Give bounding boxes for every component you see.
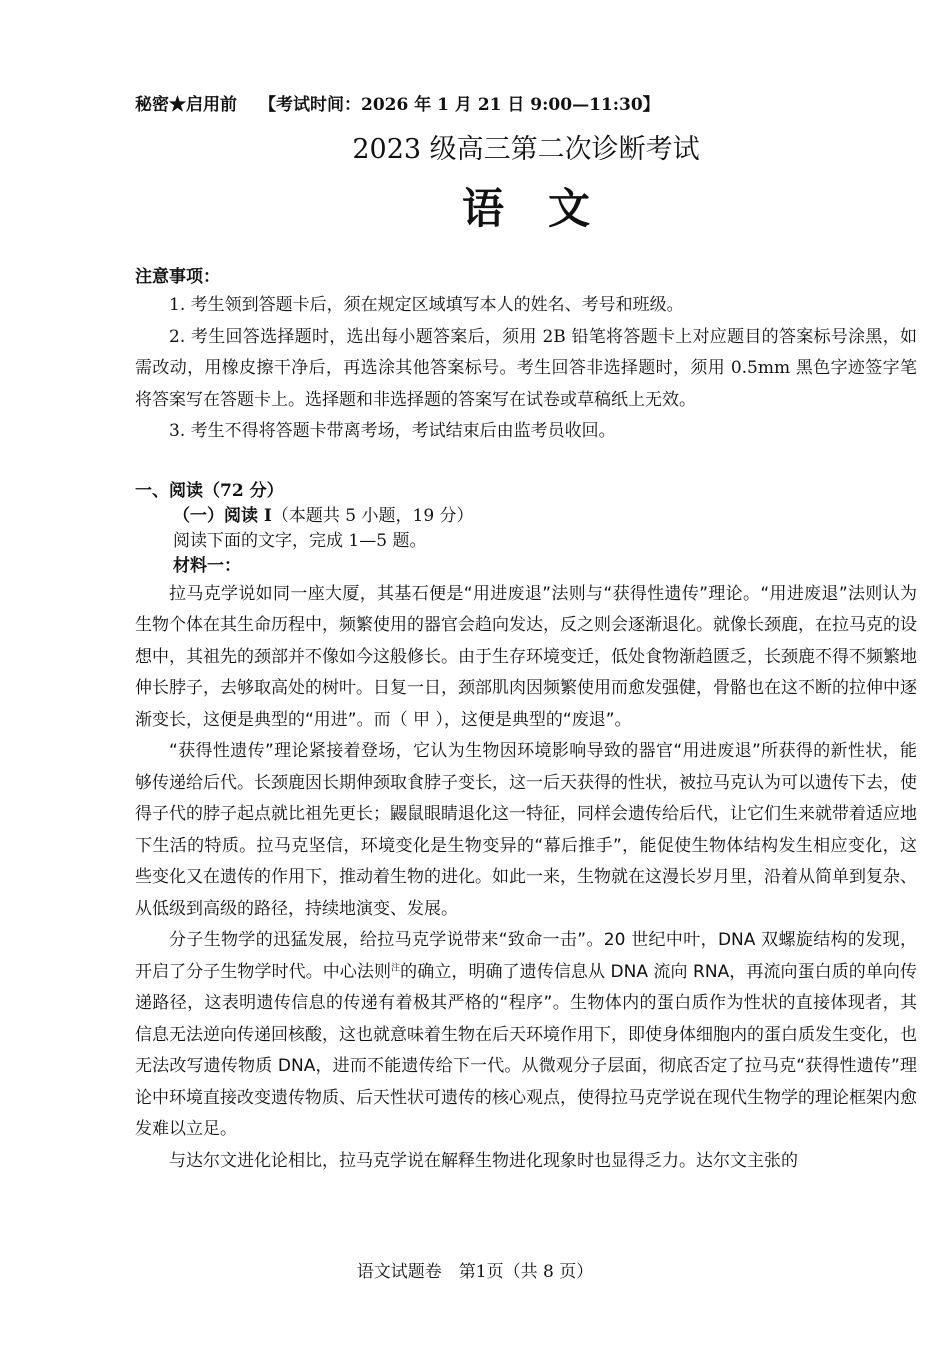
exam-time: 【考试时间：2026 年 1 月 21 日 9:00—11:30】 — [259, 95, 660, 115]
passage-paragraph-3 — [135, 925, 917, 1146]
material-label-text: 材料一： — [173, 555, 241, 576]
subsection-line — [135, 504, 917, 529]
subsection-info: （本题共 5 小题，19 分） — [271, 505, 474, 526]
subsection-title: （一）阅读 I — [173, 505, 272, 526]
passage-paragraph-1: 拉马克学说如同一座大厦，其基石便是“用进废退”法则与“获得性遗传”理论。“用进废退”法则认为生物个体在其生命历程中，频繁使用的器官会趋向发达，反之则会逐渐退化。就像长颈鹿，在拉马克的设想中，其祖先的颈部并不像如今这般修长。由于生存环境变迁，低处食物渐趋匮乏，长颈鹿不得不频繁地伸长脖子，去够取高处的树叶。日复一日，颈部肌肉因频繁使用而愈发强健，骨骼也在这不断的拉伸中逐渐变长，这便是典型的“用进”。而（ 甲 ），这便是典型的“废退”。 — [135, 583, 917, 730]
material-label — [135, 554, 917, 579]
notes-heading: 注意事项： — [135, 267, 220, 287]
passage-paragraph-4: 与达尔文进化论相比，拉马克学说在解释生物进化现象时也显得乏力。达尔文主张的 — [169, 1150, 798, 1171]
paragraph-3-part-a: 分子生物学的迅猛发展，给拉马克学说带来“致命一击”。20 世纪中叶，DNA 双螺旋结构的发现，开启了分子生物学时代。中心法则 — [135, 930, 917, 982]
page-footer: 语文试题卷 第1页（共 8 页） — [356, 1262, 594, 1282]
section-heading: 一、阅读（72 分） — [135, 480, 284, 501]
note-item-1: 1. 考生领到答题卡后，须在规定区域填写本人的姓名、考号和班级。 — [169, 295, 684, 315]
exam-title: 2023 级高三第二次诊断考试 — [352, 134, 700, 165]
paragraph-3-part-b: 的确立，明确了遗传信息从 DNA 流向 RNA，再流向蛋白质的单向传递路径，这表明遗传信息的传递有着极其严格的“程序”。生物体内的蛋白质作为性状的直接体现者，其信息无法逆向传递回核酸，这也就意味着生物在后天环境作用下，即使身体细胞内的蛋白质发生变化，也无法改写遗传物质 DNA，进而不能遗传给下一代。从微观分子层面，彻底否定了拉马克“获得性遗传”理论中环境直接改变遗传物质、后天性状可遗传的核心观点，使得拉马克学说在现代生物学的理论框架内愈发难以立足。 — [135, 961, 917, 1139]
note-item-3: 3. 考生不得将答题卡带离考场，考试结束后由监考员收回。 — [169, 421, 616, 441]
footnote-marker: 注 — [391, 962, 401, 973]
confidential-label: 秘密★启用前 — [135, 95, 237, 115]
subject-title: 语文 — [461, 184, 634, 233]
reading-instruction: 阅读下面的文字，完成 1—5 题。 — [173, 530, 427, 551]
exam-header — [135, 92, 917, 118]
note-item-2: 2. 考生回答选择题时，选出每小题答案后，须用 2B 铅笔将答题卡上对应题目的答案标号涂黑，如需改动，用橡皮擦干净后，再选涂其他答案标号。考生回答非选择题时，须用 0.5mm 黑色字迹签字笔将答案写在答题卡上。选择题和非选择题的答案写在试卷或草稿纸上无效。 — [135, 326, 917, 410]
passage-paragraph-2: “获得性遗传”理论紧接着登场，它认为生物因环境影响导致的器官“用进废退”所获得的新性状，能够传递给后代。长颈鹿因长期伸颈取食脖子变长，这一后天获得的性状，被拉马克认为可以遗传下去，使得子代的脖子起点就比祖先更长；鼹鼠眼睛退化这一特征，同样会遗传给后代，让它们生来就带着适应地下生活的特质。拉马克坚信，环境变化是生物变异的“幕后推手”，能促使生物体结构发生相应变化，这些变化又在遗传的作用下，推动着生物的进化。如此一来，生物就在这漫长岁月里，沿着从简单到复杂、从低级到高级的路径，持续地演变、发展。 — [135, 741, 917, 919]
exam-page — [135, 92, 917, 1177]
